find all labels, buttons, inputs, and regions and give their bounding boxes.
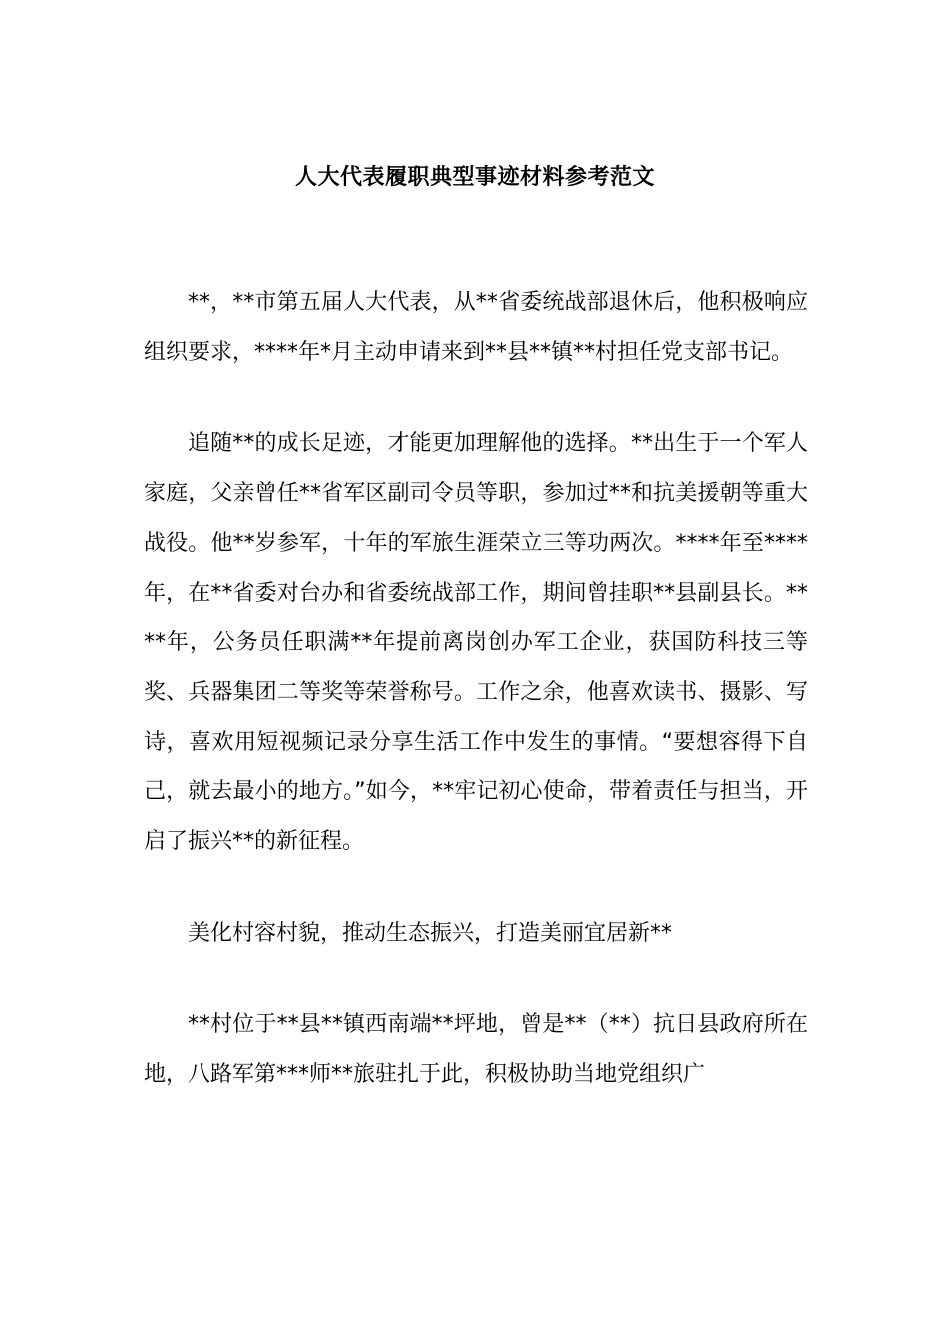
document-body — [144, 278, 808, 1100]
paragraph-background: 追随**的成长足迹，才能更加理解他的选择。**出生于一个军人家庭，父亲曾任**省军区副司令员等职，参加过**和抗美援朝等重大战役。他**岁参军，十年的军旅生涯荣立三等功两次。****年至****年，在**省委对台办和省委统战部工作，期间曾挂职**县副县长。****年，公务员任职满**年提前离岗创办军工企业，获国防科技三等奖、兵器集团二等奖等荣誉称号。工作之余，他喜欢读书、摄影、写诗，喜欢用短视频记录分享生活工作中发生的事情。“要想容得下自己，就去最小的地方。”如今，**牢记初心使命，带着责任与担当，开启了振兴**的新征程。 — [144, 431, 808, 855]
section-heading: 美化村容村貌，推动生态振兴，打造美丽宜居新** — [188, 920, 673, 946]
document-title: 人大代表履职典型事迹材料参考范文 — [294, 165, 655, 190]
paragraph-intro: **，**市第五届人大代表，从**省委统战部退休后，他积极响应组织要求，****年*月主动申请来到**县**镇**村担任党支部书记。 — [144, 290, 808, 365]
paragraph-village: **村位于**县**镇西南端**坪地，曾是**（**）抗日县政府所在地，八路军第***师**旅驻扎于此，积极协助当地党组织广 — [144, 1012, 808, 1088]
